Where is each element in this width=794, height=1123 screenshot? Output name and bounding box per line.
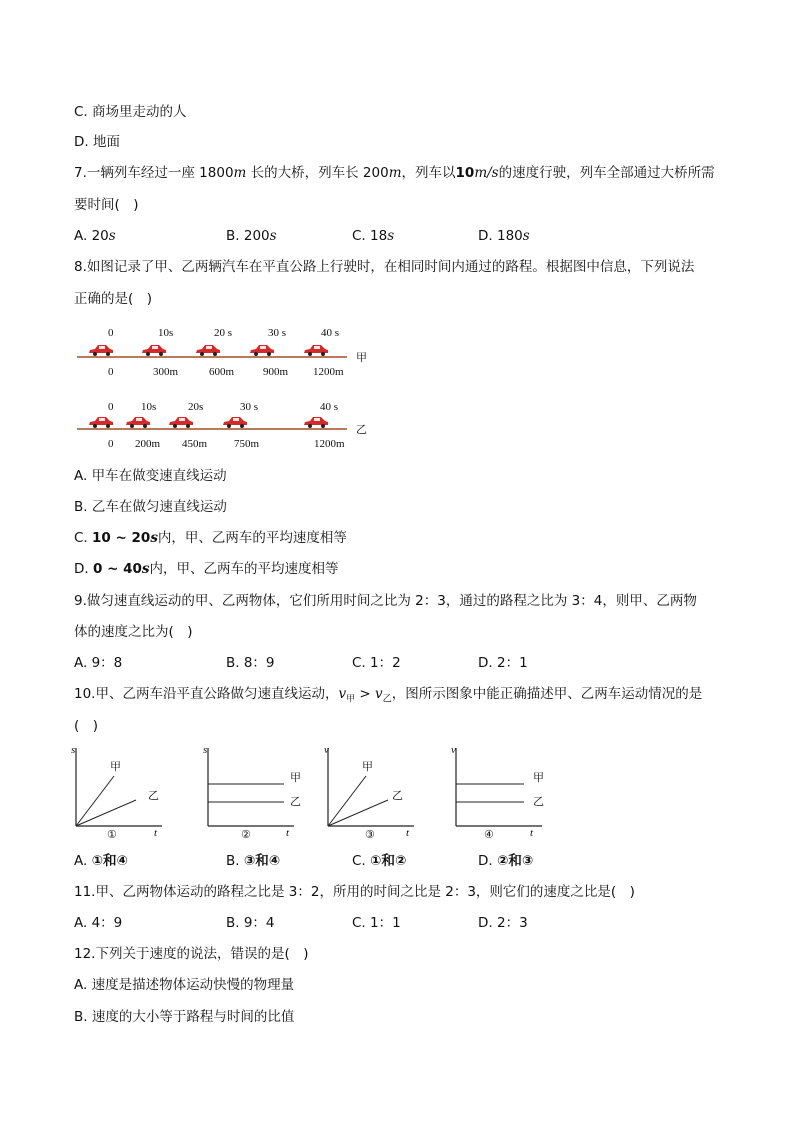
q7-option-a: A. 20s [74, 228, 116, 244]
q7-option-c: C. 18s [352, 228, 395, 244]
graph-3-x-axis-label: t [406, 827, 410, 839]
graph-1-yi-label: 乙 [148, 790, 159, 802]
graph-1-number: ① [107, 829, 117, 841]
car-icon [168, 416, 194, 428]
graph-1-jia-label: 甲 [110, 761, 121, 773]
question-7-stem: 7.一辆列车经过一座 1800m 长的大桥，列车长 200m，列车以10m/s的速度行驶，列车全部通过大桥所需 [74, 165, 715, 181]
q11-option-a: A. 4：9 [74, 915, 123, 931]
car-icon [222, 416, 248, 428]
option-d-text: D. 地面 [74, 134, 120, 150]
graph-4-yi-label: 乙 [533, 796, 544, 808]
graph-4 [448, 744, 550, 840]
road-line [77, 356, 347, 358]
graph-2-jia-label: 甲 [290, 772, 301, 784]
jia-distance-label: 900m [263, 366, 289, 378]
car-icon [249, 344, 275, 356]
graph-4-y-axis-label: v [451, 744, 456, 756]
question-8-stem: 8.如图记录了甲、乙两辆汽车在平直公路上行驶时，在相同时间内通过的路程。根据图中信息，下列说法 [74, 259, 695, 275]
question-10-stem: 10.甲、乙两车沿平直公路做匀速直线运动，$v_甲 > v_乙$，图所示图象中能正确描述甲、乙两车运动情况的是 [74, 686, 703, 705]
car-icon [88, 344, 114, 356]
yi-time-label: 30 s [240, 401, 259, 413]
q8-option-d: D. 0 ~ 40s内，甲、乙两车的平均速度相等 [74, 561, 339, 577]
graph-3-yi-label: 乙 [392, 790, 403, 802]
car-icon [141, 344, 167, 356]
jia-time-label: 0 [108, 327, 114, 339]
yi-time-label: 40 s [320, 401, 339, 413]
yi-time-label: 10s [141, 401, 157, 413]
q11-option-c: C. 1：1 [352, 915, 401, 931]
graph-3-number: ③ [365, 829, 375, 841]
jia-time-label: 10s [158, 327, 174, 339]
jia-time-label: 30 s [268, 327, 287, 339]
q9-option-a: A. 9：8 [74, 655, 123, 671]
jia-distance-label: 0 [108, 366, 114, 378]
graph-2-yi-label: 乙 [290, 796, 301, 808]
yi-time-label: 20s [188, 401, 204, 413]
q8-option-a: A. 甲车在做变速直线运动 [74, 468, 227, 484]
yi-time-label: 0 [108, 401, 114, 413]
graph-3 [320, 744, 422, 840]
q10-option-b: B. ③和④ [226, 853, 281, 869]
q11-option-b: B. 9：4 [226, 915, 275, 931]
question-12-stem: 12.下列关于速度的说法，错误的是( ) [74, 946, 309, 962]
graph-3-jia-label: 甲 [362, 761, 373, 773]
graph-2-number: ② [241, 829, 251, 841]
q8-option-c: C. 10 ~ 20s内，甲、乙两车的平均速度相等 [74, 530, 347, 546]
yi-distance-label: 450m [182, 438, 208, 450]
question-10-stem-cont: ( ) [74, 718, 99, 734]
jia-distance-label: 300m [153, 366, 179, 378]
question-11-stem: 11.甲、乙两物体运动的路程之比是 3：2，所用的时间之比是 2：3，则它们的速度之比是( ) [74, 884, 635, 900]
jia-time-label: 20 s [214, 327, 233, 339]
question-9-stem: 9.做匀速直线运动的甲、乙两物体，它们所用时间之比为 2：3，通过的路程之比为 3：4，则甲、乙两物 [74, 593, 697, 609]
q9-option-b: B. 8：9 [226, 655, 275, 671]
q11-option-d: D. 2：3 [478, 915, 528, 931]
q7-option-b: B. 200s [226, 228, 277, 244]
graph-2 [200, 744, 302, 840]
yi-distance-label: 750m [234, 438, 260, 450]
q12-option-a: A. 速度是描述物体运动快慢的物理量 [74, 977, 295, 993]
q10-option-a: A. ①和④ [74, 853, 128, 869]
question-8-stem-cont: 正确的是( ) [74, 291, 153, 307]
car-icon [303, 344, 329, 356]
graph-1-y-axis-label: s [71, 744, 76, 756]
q7-option-d: D. 180s [478, 228, 530, 244]
question-9-stem-cont: 体的速度之比为( ) [74, 624, 193, 640]
q10-option-d: D. ②和③ [478, 853, 534, 869]
jia-time-label: 40 s [321, 327, 340, 339]
yi-label: 乙 [356, 423, 367, 436]
jia-distance-label: 1200m [313, 366, 344, 378]
graph-4-jia-label: 甲 [533, 772, 544, 784]
car-icon [125, 416, 151, 428]
graph-3-y-axis-label: v [324, 744, 329, 756]
road-line [77, 428, 347, 430]
car-icon [88, 416, 114, 428]
graph-4-number: ④ [484, 829, 494, 841]
graph-4-x-axis-label: t [530, 827, 534, 839]
graph-2-y-axis-label: s [203, 744, 208, 756]
jia-distance-label: 600m [209, 366, 235, 378]
graph-2-x-axis-label: t [286, 827, 290, 839]
q10-option-c: C. ①和② [352, 853, 407, 869]
car-icon [303, 416, 329, 428]
jia-label: 甲 [356, 351, 367, 364]
q9-option-c: C. 1：2 [352, 655, 401, 671]
question-7-stem-cont: 要时间( ) [74, 197, 139, 213]
graph-1-x-axis-label: t [154, 827, 158, 839]
yi-distance-label: 1200m [314, 438, 345, 450]
q12-option-b: B. 速度的大小等于路程与时间的比值 [74, 1009, 295, 1025]
option-c-text: C. 商场里走动的人 [74, 104, 187, 120]
q8-option-b: B. 乙车在做匀速直线运动 [74, 499, 227, 515]
yi-distance-label: 200m [135, 438, 161, 450]
yi-distance-label: 0 [108, 438, 114, 450]
q9-option-d: D. 2：1 [478, 655, 528, 671]
car-icon [195, 344, 221, 356]
